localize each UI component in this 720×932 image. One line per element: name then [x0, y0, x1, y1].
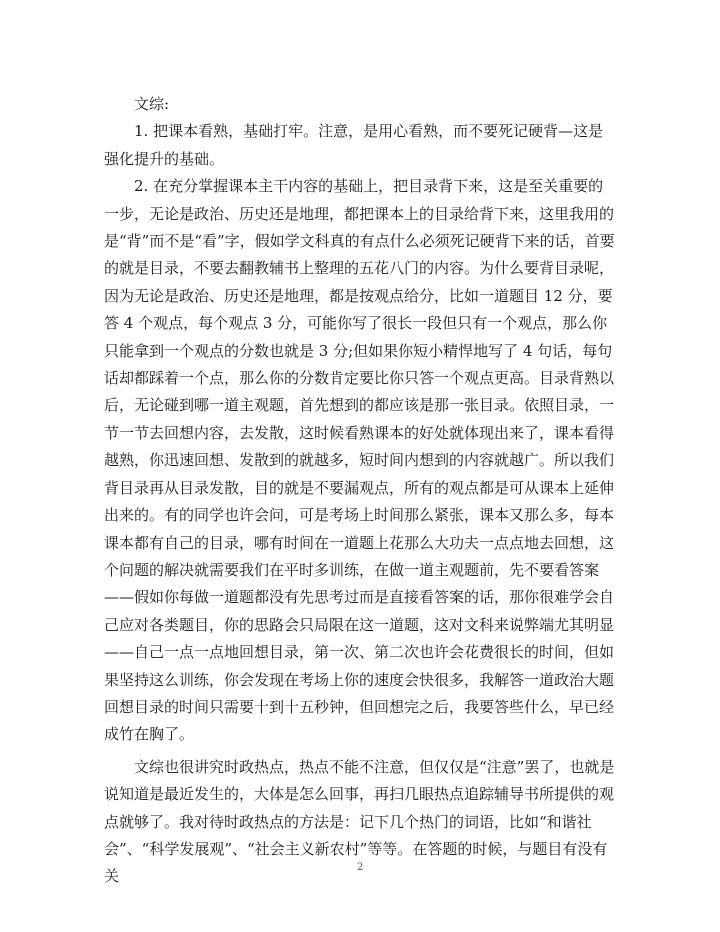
section-heading: 文综: [134, 95, 170, 113]
paragraph-point-1: 1. 把课本看熟，基础打牢。注意，是用心看熟，而不要死记硬背—这是强化提升的基础。 [104, 122, 604, 168]
page-number: 2 [356, 862, 364, 873]
document-body [104, 91, 616, 891]
paragraph-point-2: 2. 在充分掌握课本主干内容的基础上，把目录背下来，这是至关重要的一步，无论是政治、历史还是地理，都把课本上的目录给背下来，这里我用的是“背”而不是“看”字，假如学文科真的有点什么必须死记硬背下来的话，首要的就是目录，不要去翻教辅书上整理的五花八门的内容。为什么要背目录呢，因为无论是政治、历史还是地理，都是按观点给分，比如一道题目 12 分，要答 4 个观点，每个观点 3 分，可能你写了很长一段但只有一个观点，那么你只能拿到一个观点的分数也就是 3 分;但如果你短小精悍地写了 4 句话，每句话却都踩着一个点，那么你的分数肯定要比你只答一个观点更高。目录背熟以后，无论碰到哪一道主观题，首先想到的都应该是那一张目录。依照目录，一节一节去回想内容，去发散，这时候看熟课本的好处就体现出来了，课本看得越熟，你迅速回想、发散到的就越多，短时间内想到的内容就越广。所以我们背目录再从目录发散，目的就是不要漏观点，所有的观点都是可从课本上延伸出来的。有的同学也许会问，可是考场上时间那么紧张，课本又那么多，每本课本都有自己的目录，哪有时间在一道题上花那么大功夫一点点地去回想，这个问题的解决就需要我们在平时多训练，在做一道主观题前，先不要看答案——假如你每做一道题都没有先思考过而是直接看答案的话，那你很难学会自己应对各类题目，你的思路会只局限在这一道题，这对文科来说弊端尤其明显——自己一点一点地回想目录，第一次、第二次也许会花费很长的时间，但如果坚持这么训练，你会发现在考场上你的速度会快很多，我解答一道政治大题回想目录的时间只需要十到十五秒钟，但回想完之后，我要答些什么，早已经成竹在胸了。 [104, 177, 615, 744]
paragraph-current-affairs: 文综也很讲究时政热点，热点不能不注意，但仅仅是“注意”罢了，也就是说知道是最近发生的，大体是怎么回事，再扫几眼热点追踪辅导书所提供的观点就够了。我对待时政热点的方法是：记下几个热门的词语，比如“和谐社会”、“科学发展观”、“社会主义新农村”等等。在答题的时候，与题目有没有关 [104, 757, 615, 886]
